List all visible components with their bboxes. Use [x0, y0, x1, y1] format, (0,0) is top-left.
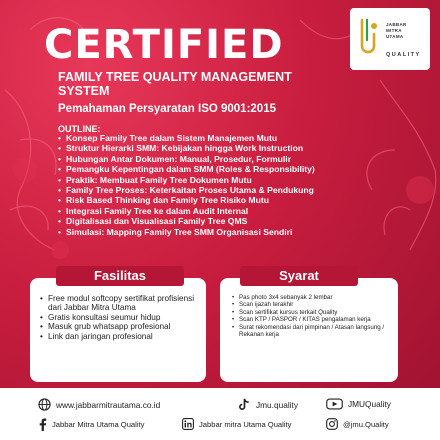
syarat-header: Syarat	[240, 266, 358, 286]
course-title: FAMILY TREE QUALITY MANAGEMENT SYSTEM	[58, 70, 292, 98]
instagram-text: @jmu.Quality	[343, 419, 389, 429]
outline-item: • Hubungan Antar Dokumen: Manual, Prosedur, Formulir	[58, 154, 315, 164]
syarat-list	[232, 294, 392, 338]
fasilitas-item: • Link dan jaringan profesional	[40, 332, 198, 341]
linkedin-icon	[182, 418, 194, 430]
youtube-icon	[326, 398, 343, 410]
logo-tagline: QUALITY	[386, 52, 421, 58]
facebook-icon	[38, 418, 47, 431]
tiktok-icon	[238, 398, 251, 411]
outline-item: • Konsep Family Tree dalam Sistem Manajemen Mutu	[58, 133, 315, 143]
syarat-item: • Scan KTP / PASPOR / KITAS pengalaman kerja	[232, 316, 392, 323]
instagram-link[interactable]	[326, 418, 389, 430]
website-text: www.jabbarmitrautama.co.id	[56, 399, 161, 410]
fasilitas-box	[30, 278, 206, 382]
outline-item: • Digitalisasi dan Visualisasi Family Tree QMS	[58, 216, 315, 226]
outline-item: • Integrasi Family Tree ke dalam Audit Internal	[58, 206, 315, 216]
youtube-text: JMUQuality	[348, 399, 391, 409]
company-logo	[350, 8, 430, 70]
logo-name-line-1: JABBAR	[386, 22, 407, 27]
syarat-box	[220, 278, 398, 382]
tiktok-text: Jmu.quality	[256, 399, 298, 410]
facebook-link[interactable]	[38, 418, 144, 431]
syarat-item: • Scan sertifikat kursus terkait Quality	[232, 309, 392, 316]
jmu-logo-icon	[358, 16, 380, 60]
fasilitas-header: Fasilitas	[56, 266, 184, 286]
instagram-icon	[326, 418, 338, 430]
tiktok-link[interactable]	[238, 398, 298, 411]
outline-item: • Risk Based Thinking dan Family Tree Risiko Mutu	[58, 195, 315, 205]
outline-item: • Simulasi: Mapping Family Tree SMM Organisasi Sendiri	[58, 227, 315, 237]
fasilitas-item: • Gratis konsultasi seumur hidup	[40, 313, 198, 322]
outline-item: • Struktur Hierarki SMM: Kebijakan hingga Work Instruction	[58, 143, 315, 153]
outline-list	[58, 133, 315, 237]
syarat-item: • Pas photo 3x4 sebanyak 2 lembar	[232, 294, 392, 301]
fasilitas-item: • Free modul softcopy sertifikat profisiensi dari Jabbar Mitra Utama	[40, 294, 198, 313]
logo-name-line-2: MITRA	[386, 28, 402, 33]
outline-label: OUTLINE:	[58, 124, 101, 134]
youtube-link[interactable]	[326, 398, 391, 410]
footer	[0, 388, 440, 440]
website-link[interactable]	[38, 398, 160, 411]
facebook-text: Jabbar Mitra Utama Quality	[52, 420, 145, 429]
fasilitas-list	[40, 294, 198, 341]
logo-name	[386, 22, 428, 40]
linkedin-link[interactable]	[182, 418, 291, 430]
syarat-item: • Scan ijazah terakhir	[232, 301, 392, 308]
globe-icon	[38, 398, 51, 411]
main-title: CERTIFIED	[44, 22, 284, 68]
fasilitas-item: • Masuk grub whatsapp profesional	[40, 322, 198, 331]
outline-item: • Family Tree Proses: Keterkaitan Proses Utama & Pendukung	[58, 185, 315, 195]
course-standard: Pemahaman Persyaratan ISO 9001:2015	[58, 103, 276, 115]
syarat-item: • Surat rekomendasi dari pimpinan / Atasan langsung / Rekanan kerja	[232, 324, 392, 339]
outline-item: • Praktik: Membuat Family Tree Dokumen Mutu	[58, 175, 315, 185]
outline-item: • Pemangku Kepentingan dalam SMM (Roles & Responsibility)	[58, 164, 315, 174]
logo-name-line-3: UTAMA	[386, 34, 404, 39]
linkedin-text: Jabbar mitra Utama Quality	[199, 419, 292, 429]
